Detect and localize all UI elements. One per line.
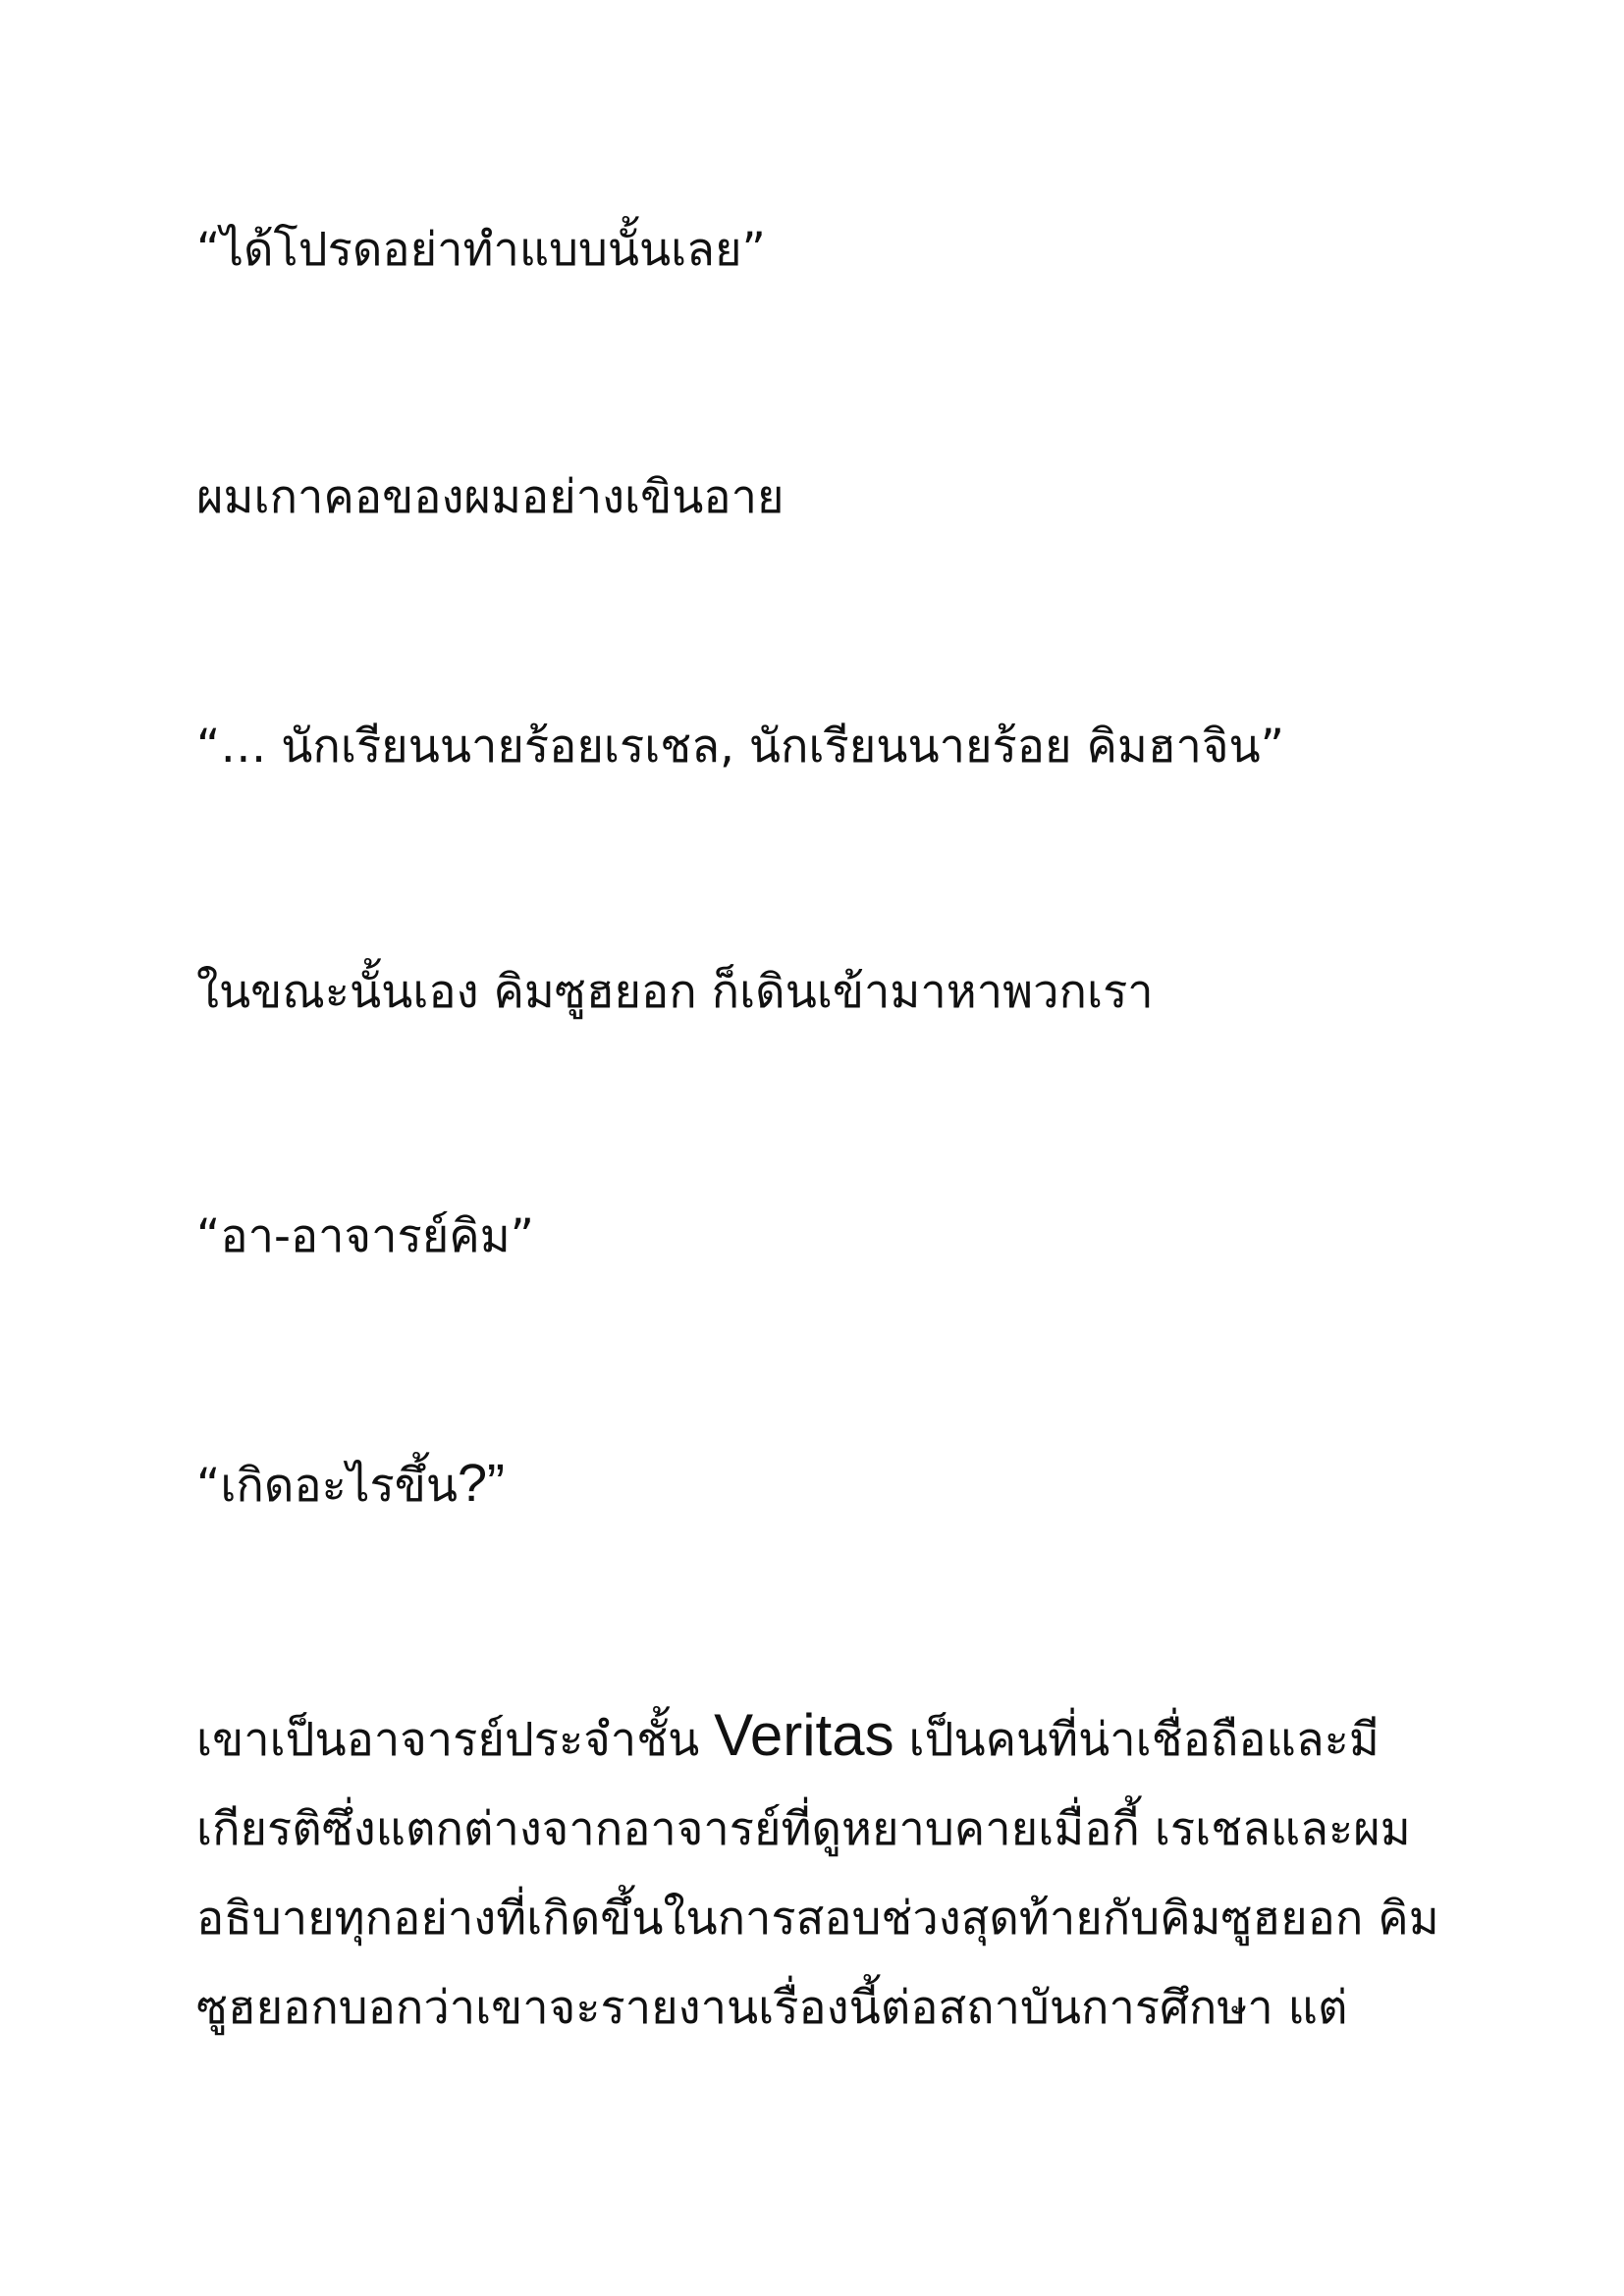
dialogue-teacher-kim: “อา-อาจารย์คิม”	[196, 1209, 535, 1263]
class-name-veritas: Veritas	[714, 1702, 894, 1768]
dialogue-what-happened-text: “เกิดอะไรขึ้น	[196, 1459, 459, 1513]
narration-line-1	[196, 1690, 1439, 1785]
question-mark: ?”	[458, 1454, 506, 1513]
narration-line-1-before: เขาเป็นอาจารย์ประจำชั้น	[196, 1713, 715, 1767]
narration-kim-approaches: ในขณะนั้นเอง คิมซูฮยอก ก็เดินเข้ามาหาพวกเรา	[196, 965, 1154, 1019]
narration-line-1-after: เป็นคนที่น่าเชื่อถือและมี	[893, 1713, 1380, 1767]
narration-line-2: เกียรติซึ่งแตกต่างจากอาจารย์ที่ดูหยาบคายเมื่อกี้ เรเชลและผม	[196, 1802, 1411, 1856]
narration-scratch-neck: ผมเกาคอของผมอย่างเขินอาย	[196, 470, 785, 524]
narration-paragraph	[196, 1690, 1439, 2053]
dialogue-what-happened	[196, 1439, 505, 1530]
dialogue-cadets: “… นักเรียนนายร้อยเรเชล, นักเรียนนายร้อย คิมฮาจิน”	[196, 720, 1284, 774]
narration-line-4: ซูฮยอกบอกว่าเขาจะรายงานเรื่องนี้ต่อสถาบันการศึกษา แต่	[196, 1981, 1348, 2035]
dialogue-please-dont: “ได้โปรดอย่าทำแบบนั้นเลย”	[196, 223, 766, 277]
narration-line-3: อธิบายทุกอย่างที่เกิดขึ้นในการสอบช่วงสุดท้ายกับคิมซูฮยอก คิม	[196, 1892, 1439, 1946]
